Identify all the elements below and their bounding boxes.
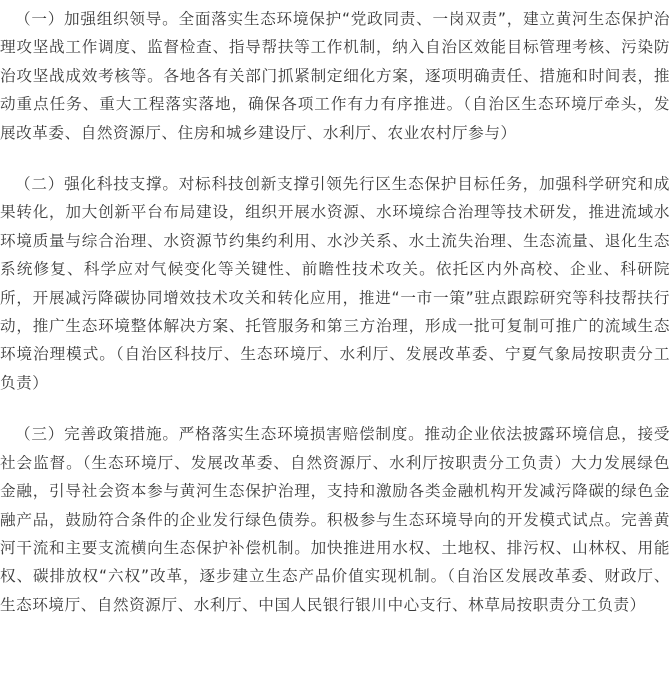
- paragraph-technology-support: （二）强化科技支撑。对标科技创新支撑引领先行区生态保护目标任务，加强科学研究和成果转化，加大创新平台布局建设，组织开展水资源、水环境综合治理等技术研发，推进流域水环境质量与综合治理、水资源节约集约利用、水沙关系、水土流失治理、生态流量、退化生态系统修复、科学应对气候变化等关键性、前瞻性技术攻关。依托区内外高校、企业、科研院所，开展减污降碳协同增效技术攻关和转化应用，推进“一市一策”驻点跟踪研究等科技帮扶行动，推广生态环境整体解决方案、托管服务和第三方治理，形成一批可复制可推广的流域生态环境治理模式。（自治区科技厅、生态环境厅、水利厅、发展改革委、宁夏气象局按职责分工负责）: [0, 175, 670, 392]
- paragraph-policy-measures: （三）完善政策措施。严格落实生态环境损害赔偿制度。推动企业依法披露环境信息，接受社会监督。（生态环境厅、发展改革委、自然资源厅、水利厅按职责分工负责）大力发展绿色金融，引导社会资本参与黄河生态保护治理，支持和激励各类金融机构开发减污降碳的绿色金融产品，鼓励符合条件的企业发行绿色债券。积极参与生态环境导向的开发模式试点。完善黄河干流和主要支流横向生态保护补偿机制。加快推进用水权、土地权、排污权、山林权、用能权、碳排放权“六权”改革，逐步建立生态产品价值实现机制。（自治区发展改革委、财政厅、生态环境厅、自然资源厅、水利厅、中国人民银行银川中心支行、林草局按职责分工负责）: [0, 425, 670, 614]
- paragraph-organization-leadership: （一）加强组织领导。全面落实生态环境保护“党政同责、一岗双责”，建立黄河生态保护治理攻坚战工作调度、监督检查、指导帮扶等工作机制，纳入自治区效能目标管理考核、污染防治攻坚战成效考核等。各地各有关部门抓紧制定细化方案，逐项明确责任、措施和时间表，推动重点任务、重大工程落实落地，确保各项工作有力有序推进。（自治区生态环境厅牵头，发展改革委、自然资源厅、住房和城乡建设厅、水利厅、农业农村厅参与）: [0, 10, 670, 142]
